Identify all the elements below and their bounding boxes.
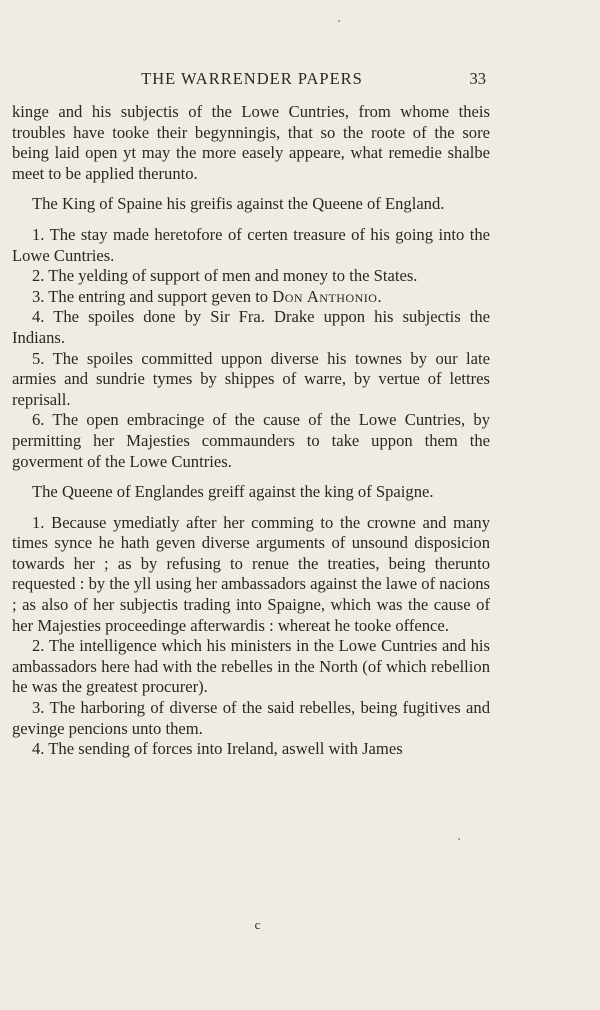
body-text	[12, 102, 490, 760]
king-grievance-1: 1. The stay made heretofore of certen treasure of his going into the Lowe Cuntries.	[12, 224, 490, 265]
queen-grievance-4: 4. The sending of forces into Ireland, aswell with James	[32, 739, 403, 759]
page-header	[18, 66, 486, 92]
paper-speck	[338, 20, 340, 22]
running-title: THE WARRENDER PAPERS	[141, 69, 363, 88]
don-anthonio-name: Don Anthonio.	[272, 286, 383, 306]
queen-grievance-1: 1. Because ymediatly after her comming to the crowne and many times synce he hath geven diverse arguments of unsound disposicion towards her ; as by refusing to renue the treaties, being therunto requested : by the yll using her ambassadors against the lawe of nacions ; as also of her subjectis trading into Spaigne, which was the cause of her Majesties proceedinge afterwardis : whereat he tooke offence.	[12, 512, 490, 635]
king-grievances-heading: The King of Spaine his greifis against the Queene of England.	[32, 194, 445, 214]
king-grievance-6: 6. The open embracinge of the cause of the Lowe Cuntries, by permitting her Majesties commaunders to take uppon them the goverment of the Lowe Cuntries.	[12, 410, 490, 471]
king-grievance-3-text: 3. The entring and support geven to	[32, 286, 269, 306]
paper-speck	[458, 838, 460, 840]
king-grievance-3	[12, 287, 490, 308]
signature-mark: c	[254, 917, 261, 932]
queen-grievance-3: 3. The harboring of diverse of the said rebelles, being fugitives and gevinge pencions unto them.	[12, 698, 490, 738]
king-grievance-4: 4. The spoiles done by Sir Fra. Drake uppon his subjectis the Indians.	[12, 307, 490, 347]
page-number: 33	[469, 69, 486, 88]
king-grievance-5: 5. The spoiles committed uppon diverse his townes by our late armies and sundrie tymes by shippes of warre, by vertue of lettres reprisall.	[12, 348, 490, 409]
queen-grievances-heading: The Queene of Englandes greiff against the king of Spaigne.	[32, 482, 434, 502]
queen-grievance-2: 2. The intelligence which his ministers in the Lowe Cuntries and his ambassadors here had with the rebelles in the North (of which rebellion he was the greatest procurer).	[12, 636, 490, 697]
opening-paragraph: kinge and his subjectis of the Lowe Cuntries, from whome theis troubles have tooke their begynningis, that so the roote of the sore being laid open yt may the more easely appeare, what remedie shalbe meet to be applied therunto.	[12, 102, 490, 183]
king-grievance-2: 2. The yelding of support of men and money to the States.	[32, 266, 418, 286]
